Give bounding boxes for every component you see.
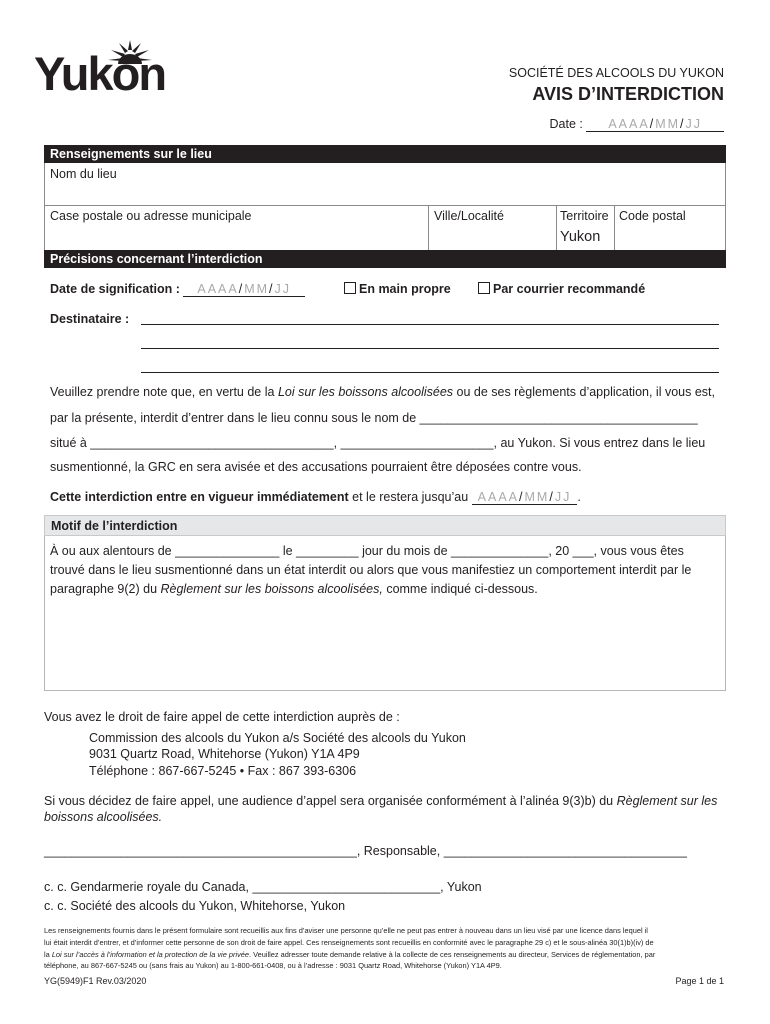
cc-societe: c. c. Société des alcools du Yukon, Whitehorse, Yukon xyxy=(44,899,346,913)
nom-du-lieu-input[interactable] xyxy=(45,182,725,204)
signature-line[interactable]: _____________________________________________, Responsable, ___________________________________ xyxy=(44,844,688,858)
effect-bold-text: Cette interdiction entre en vigueur immédiatement xyxy=(50,490,349,504)
appeal-regulation-title-2: boissons alcoolisées. xyxy=(44,810,163,824)
option-courrier-recommande[interactable] xyxy=(478,282,645,296)
date-signification-input[interactable]: AAAA/MM/JJ xyxy=(183,282,305,297)
effect-date-input[interactable]: AAAA/MM/JJ xyxy=(472,490,578,505)
document-title: AVIS D’INTERDICTION xyxy=(532,84,724,104)
logo xyxy=(34,40,174,110)
notice-law-title: Loi sur les boissons alcoolisées xyxy=(277,385,454,399)
date-month-placeholder: MM xyxy=(655,117,681,131)
motif-regulation-title: Règlement sur les boissons alcoolisées, xyxy=(160,582,383,596)
notice-line-4: susmentionné, la GRC en sera avisée et des accusations pourraient être déposées contre vous. xyxy=(50,460,582,474)
motif-line-3-a: paragraphe 9(2) du xyxy=(50,582,161,596)
appeal-address-line-1: Commission des alcools du Yukon a/s Société des alcools du Yukon xyxy=(89,731,466,745)
date-input[interactable]: AAAA/MM/JJ xyxy=(586,117,724,132)
courrier-label: Par courrier recommandé xyxy=(493,282,646,296)
territoire-value: Yukon xyxy=(560,229,601,245)
date-signification-label: Date de signification : xyxy=(50,282,184,296)
date-day-placeholder: JJ xyxy=(685,117,702,131)
notice-line-1-a: Veuillez prendre note que, en vertu de la xyxy=(50,385,278,399)
adresse-input[interactable] xyxy=(45,224,427,248)
org-name: SOCIÉTÉ DES ALCOOLS DU YUKON xyxy=(508,66,724,80)
cc-grc[interactable]: c. c. Gendarmerie royale du Canada, ___________________________, Yukon xyxy=(44,880,482,894)
appeal-hearing-text: Si vous décidez de faire appel, une audience d’appel sera organisée conformément à l’alinéa 9(3)b) du xyxy=(44,794,617,808)
privacy-l3-a: la xyxy=(44,949,52,959)
motif-line-3 xyxy=(50,582,538,596)
motif-line-1[interactable]: À ou aux alentours de _______________ le _________ jour du mois de ______________, 20 ___, vous vous êtes xyxy=(50,544,684,558)
signification-month-placeholder: MM xyxy=(244,282,270,296)
motif-box[interactable] xyxy=(44,536,726,691)
form-id: YG(5949)F1 Rev.03/2020 xyxy=(44,976,147,986)
territoire-label: Territoire xyxy=(560,209,609,223)
notice-line-2[interactable]: par la présente, interdit d’entrer dans le lieu connu sous le nom de ________________________________________ xyxy=(50,411,698,425)
effect-year-placeholder: AAAA xyxy=(477,490,520,504)
destinataire-line-2[interactable] xyxy=(141,348,719,349)
main-propre-checkbox[interactable] xyxy=(344,282,356,294)
privacy-notice xyxy=(44,925,726,972)
code-postal-input[interactable] xyxy=(615,224,725,248)
privacy-law-title: Loi sur l’accès à l’information et la protection de la vie privée xyxy=(51,949,249,959)
appeal-address-line-2: 9031 Quartz Road, Whitehorse (Yukon) Y1A 4P9 xyxy=(89,747,360,761)
section-header-lieu: Renseignements sur le lieu xyxy=(44,145,726,163)
destinataire-label: Destinataire : xyxy=(50,312,130,326)
motif-line-3-b: comme indiqué ci-dessous. xyxy=(382,582,538,596)
notice-line-3[interactable]: situé à ___________________________________, ______________________, au Yukon. Si vous entrez dans le lieu xyxy=(50,436,706,450)
section-header-motif: Motif de l’interdiction xyxy=(44,515,726,536)
signification-year-placeholder: AAAA xyxy=(197,282,239,296)
notice-line-1-b: ou de ses règlements d’application, il vous est, xyxy=(453,385,715,399)
privacy-notice-line-4: téléphone, au 867-667-5245 ou (sans frais au Yukon) au 1-800-661-0408, ou à l’adresse : 9031 Quartz Road, Whitehorse (Yukon) Y1A 4P9. xyxy=(44,961,502,971)
destinataire-line-3[interactable] xyxy=(141,372,719,373)
appeal-address-line-3: Téléphone : 867-667-5245 • Fax : 867 393-6306 xyxy=(89,764,357,778)
adresse-label: Case postale ou adresse municipale xyxy=(50,209,252,223)
main-propre-label: En main propre xyxy=(359,282,451,296)
section-header-precisions: Précisions concernant l’interdiction xyxy=(44,250,726,268)
date-year-placeholder: AAAA xyxy=(608,117,650,131)
date-label: Date : xyxy=(549,117,587,131)
nom-du-lieu-label: Nom du lieu xyxy=(50,167,117,181)
code-postal-label: Code postal xyxy=(619,209,686,223)
effect-day-placeholder: JJ xyxy=(554,490,572,504)
privacy-notice-line-1: Les renseignements fournis dans le présent formulaire sont recueillis aux fins d’aviser une personne qu’elle ne peut pas entrer à nouveau dans un lieu visé par une licence dans lequel il xyxy=(44,926,648,935)
date-signification-field[interactable] xyxy=(50,282,305,296)
signification-day-placeholder: JJ xyxy=(274,282,292,296)
option-main-propre[interactable] xyxy=(344,282,451,296)
courrier-checkbox[interactable] xyxy=(478,282,490,294)
appeal-hearing-line-1 xyxy=(44,794,717,808)
date-field[interactable] xyxy=(550,117,724,131)
page-number: Page 1 de 1 xyxy=(675,976,724,986)
privacy-l3-b: . Veuillez adresser toute demande relative à la collecte de ces renseignements au directeur, Services de réglementation, par xyxy=(249,949,656,959)
effect-line[interactable]: Cette interdiction entre en vigueur immédiatement et le restera jusqu’au AAAA/MM/JJ . xyxy=(50,490,581,504)
privacy-notice-line-2: lui était interdit d’entrer, et d’informer cette personne de son droit de faire appel. Ces renseignements sont recueillis en conformité avec le paragraphe 29 c) et le sous-alinéa 30(1)b)(iv) de xyxy=(44,937,654,947)
appeal-regulation-title-1: Règlement sur les xyxy=(616,794,718,808)
ville-input[interactable] xyxy=(429,224,555,248)
notice-line-1 xyxy=(50,385,715,399)
motif-line-2: trouvé dans le lieu susmentionné dans un état interdit ou alors que vous manifestiez un comportement interdit par le xyxy=(50,563,692,577)
ville-label: Ville/Localité xyxy=(434,209,504,223)
effect-rest-text: et le restera jusqu’au xyxy=(348,490,472,504)
effect-month-placeholder: MM xyxy=(524,490,550,504)
destinataire-line-1[interactable] xyxy=(141,324,719,325)
logo-wordmark: Yukon xyxy=(34,47,166,100)
appeal-intro: Vous avez le droit de faire appel de cette interdiction auprès de : xyxy=(44,710,400,724)
privacy-notice-line-3 xyxy=(44,949,726,961)
